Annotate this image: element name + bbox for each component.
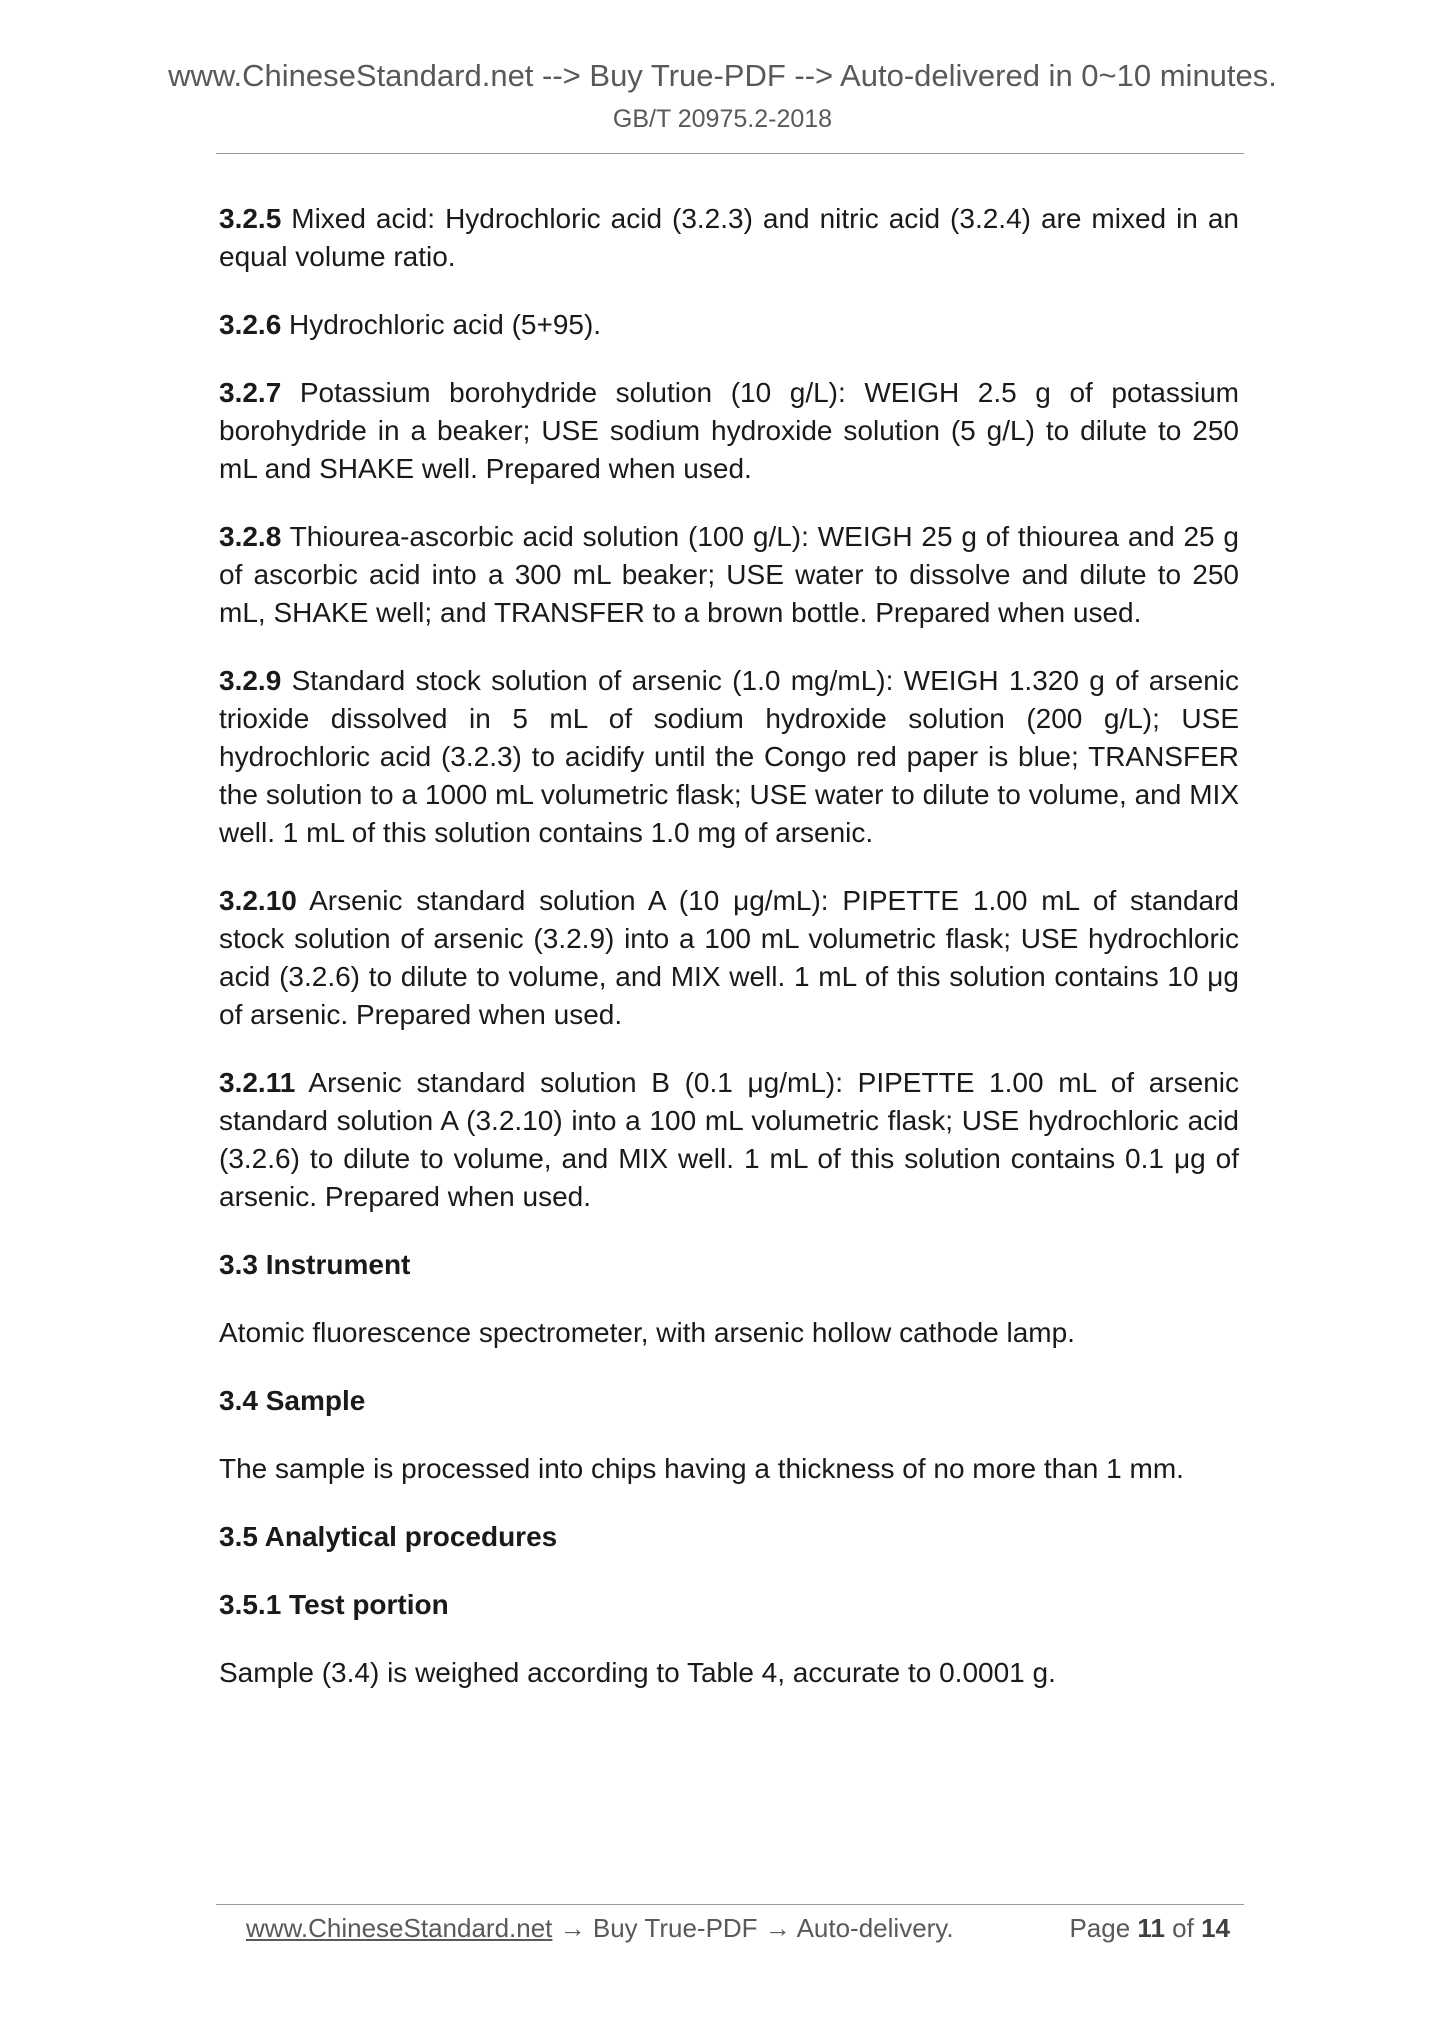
- clause-3-2-10: [219, 882, 1239, 1034]
- clause-number: 3.2.9: [219, 665, 282, 696]
- page-indicator: [1069, 1908, 1230, 1948]
- standard-id: GB/T 20975.2-2018: [612, 105, 833, 133]
- section-heading-3-4: 3.4 Sample: [219, 1385, 366, 1416]
- clause-number: 3.2.8: [219, 521, 282, 552]
- clause-text: Potassium borohydride solution (10 g/L): WEIGH 2.5 g of potassium borohydride in a beaker; USE sodium hydroxide solution (5 g/L) to dilute to 250 mL and SHAKE well. Prepared when used.: [219, 377, 1239, 484]
- clause-text: Arsenic standard solution A (10 μg/mL): PIPETTE 1.00 mL of standard stock solution of arsenic (3.2.9) into a 100 mL volumetric flask; USE hydrochloric acid (3.2.6) to dilute to volume, and MIX well. 1 mL of this solution contains 10 μg of arsenic. Prepared when used.: [219, 885, 1239, 1030]
- page-number: 11: [1137, 1913, 1165, 1943]
- section-heading-3-3: 3.3 Instrument: [219, 1249, 411, 1280]
- clause-number: 3.2.11: [219, 1067, 296, 1098]
- clause-3-2-8: [219, 518, 1239, 632]
- clause-3-2-9: [219, 662, 1239, 852]
- clause-number: 3.2.5: [219, 203, 282, 234]
- clause-text: Mixed acid: Hydrochloric acid (3.2.3) and nitric acid (3.2.4) are mixed in an equal volume ratio.: [219, 203, 1239, 272]
- clause-text: Standard stock solution of arsenic (1.0 mg/mL): WEIGH 1.320 g of arsenic trioxide dissolved in 5 mL of sodium hydroxide solution (200 g/L); USE hydrochloric acid (3.2.3) to acidify until the Congo red paper is blue; TRANSFER the solution to a 1000 mL volumetric flask; USE water to dilute to volume, and MIX well. 1 mL of this solution contains 1.0 mg of arsenic.: [219, 665, 1239, 848]
- section-heading-3-5-1: 3.5.1 Test portion: [219, 1589, 449, 1620]
- section-heading-3-5: 3.5 Analytical procedures: [219, 1521, 558, 1552]
- header-divider: [216, 153, 1244, 154]
- clause-3-2-6: [219, 306, 1239, 344]
- document-body: [219, 200, 1239, 1722]
- clause-3-2-5: [219, 200, 1239, 276]
- clause-3-2-7: [219, 374, 1239, 488]
- clause-number: 3.2.7: [219, 377, 282, 408]
- section-text-3-3: Atomic fluorescence spectrometer, with arsenic hollow cathode lamp.: [219, 1317, 1075, 1348]
- clause-text: Hydrochloric acid (5+95).: [281, 309, 602, 340]
- clause-text: Thiourea-ascorbic acid solution (100 g/L): WEIGH 25 g of thiourea and 25 g of ascorbic acid into a 300 mL beaker; USE water to dissolve and dilute to 250 mL, SHAKE well; and TRANSFER to a brown bottle. Prepared when used.: [219, 521, 1239, 628]
- footer-divider: [216, 1904, 1244, 1905]
- clause-text: Arsenic standard solution B (0.1 μg/mL): PIPETTE 1.00 mL of arsenic standard solution A (3.2.10) into a 100 mL volumetric flask; USE hydrochloric acid (3.2.6) to dilute to volume, and MIX well. 1 mL of this solution contains 0.1 μg of arsenic. Prepared when used.: [219, 1067, 1239, 1212]
- page-footer: [246, 1908, 1236, 1948]
- page-total: 14: [1201, 1913, 1230, 1943]
- clause-3-2-11: [219, 1064, 1239, 1216]
- clause-number: 3.2.6: [219, 309, 282, 340]
- clause-number: 3.2.10: [219, 885, 297, 916]
- header-banner: www.ChineseStandard.net --> Buy True-PDF --> Auto-delivered in 0~10 minutes.: [168, 58, 1277, 93]
- footer-tagline: → Buy True-PDF → Auto-delivery.: [552, 1913, 954, 1943]
- section-text-3-5-1: Sample (3.4) is weighed according to Table 4, accurate to 0.0001 g.: [219, 1657, 1056, 1688]
- footer-site-link[interactable]: www.ChineseStandard.net: [246, 1913, 553, 1943]
- section-text-3-4: The sample is processed into chips having a thickness of no more than 1 mm.: [219, 1453, 1184, 1484]
- of-label: of: [1172, 1913, 1194, 1943]
- page-label: Page: [1069, 1913, 1131, 1943]
